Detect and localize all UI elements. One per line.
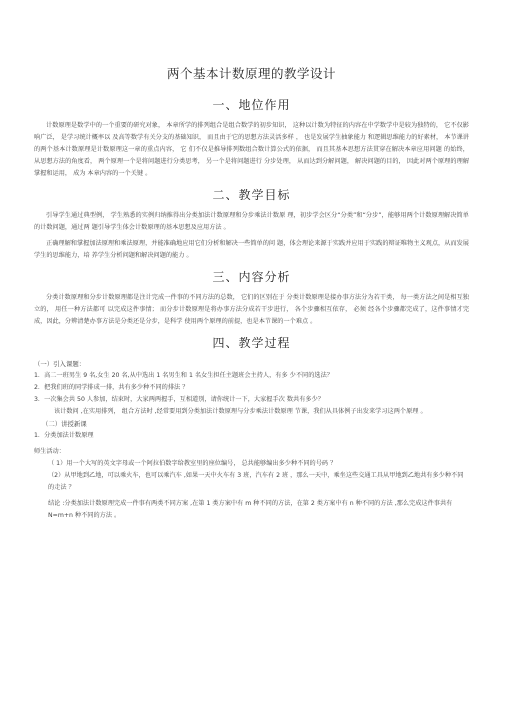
conclusion: 结论 :分类加法计数原理完成一件事有两类不同方案 ,在第 1 类方案中有 m 种不同的方法，在第 2 类方案中有 n 种不同的方法 ,那么完成这件事共有 N=m+n 种不同的方法 。: [48, 500, 453, 519]
part-label-new-lesson: （二）讲授新课: [42, 420, 87, 428]
subsection-title: 1．分类加法计数原理: [34, 432, 94, 439]
list-item: 2．把我们班的同学排成一排，共有多少种不同的排法 ？: [34, 384, 189, 391]
section-paragraph: 正确理解和掌握加法原理和乘法原理，并能准确地应用它们分析和解决一些简单的问 题，体会理论来源于实践并应用于实践的辩证唯物主义观点，从而发展学生的思维能力，培 养学生分析问题和解决问题的能力 。: [34, 240, 469, 259]
section-paragraph: 分类计数原理和分步计数原理都是注计完成一件事的不同方法的总数， 它们的区别在于 分类计数原理是接办事方法分为若干类， 每一类方法之间是相互独立的， 用任一种方法都可 以完成这件事情； 而分步计数原理是将办事方法分成若干步进行， 各个步骤相互依存， 必须 经各个步骤都完成了，这件事情才完成，因此，分辨清楚办事方法是分类还是分步，是科学 使用两个原理的前提，也是本节课的一个难点 。: [34, 294, 469, 325]
question-1: （ 1）用一个大写的英文字母或一个阿拉伯数字给教室里的座位编号， 总共能够编出多少种不同的号码 ？: [48, 460, 337, 467]
section-heading-process: 四、教学过程: [212, 336, 291, 350]
list-item: 3．一次集会共 50 人参加，结束时，大家两两握手，互相道别，请你统计一下，大家握手次 数共有多少？: [34, 396, 324, 403]
question-2: （2）从甲地到乙地，可以乘火车，也可以乘汽车 ,如果一天中火车有 3 班，汽车有 2 班 ，那么一天中，乘坐这些交通工具从甲地到乙地共有多少种不同的走法 ？: [48, 472, 464, 491]
part-label-intro: （一）引入课题：: [34, 360, 86, 368]
section-paragraph: 引导学生通过典型例， 学生熟悉的实例归纳推得出分类加法计数原理和分步乘法计数原 理，初步学会区分“分类”和“分步”，能够用两个计数原理解决简单的计数问题，通过两 题引导学生体会计数原理的基本思想及应用方法 。: [34, 212, 469, 231]
intro-note: 该计数问 ,在实用排列， 组合方法时 ,经常要用到分类加法计数原理与分步乘法计数原理 节课，我们从具体例子出发来学习这两个原理 。: [54, 408, 427, 415]
section-heading-position: 一、地位作用: [212, 98, 291, 112]
section-paragraph: 计数原理是数学中的一个重要的研究对象， 本章所学的排列组合是组合数学的初步知识， 这种以计数为特征的内容在中学数学中是较为独特的， 它不仅影响广泛， 是学习统计概率以 及高等数学有关分支的基础知识， 而且由于它的思想方法灵活多样 ， 也是发展学生抽象能力 和逻辑思维能力的好素材， 本节课讲的两个基本计数原理是计数原理这一章的重点内容， 它 们不仅是推导排列数组合数计算公式的依据， 而且其基本思想方法贯穿在解决本章应用问题 的始终， 从思想方法的角度看， 两个原理一个是将问题进行分类思考， 另一个是将问题进行 分步处理， 从而达到分解问题， 解决问题的目的， 因此对两个原理的理解掌握和运用， 成为 本章内容的一个关键 。: [34, 122, 469, 177]
section-heading-analysis: 三、内容分析: [212, 270, 291, 284]
activity-label: 师生活动：: [34, 448, 65, 455]
section-heading-goals: 二、教学目标: [212, 188, 291, 202]
document-title: 两个基本计数原理的教学设计: [166, 66, 336, 81]
list-item: 1．高二一班男生 9 名,女生 20 名,从中选出 1 名男生和 1 名女生担任主题班会主持人，有多 少不同的选法？: [34, 372, 333, 379]
